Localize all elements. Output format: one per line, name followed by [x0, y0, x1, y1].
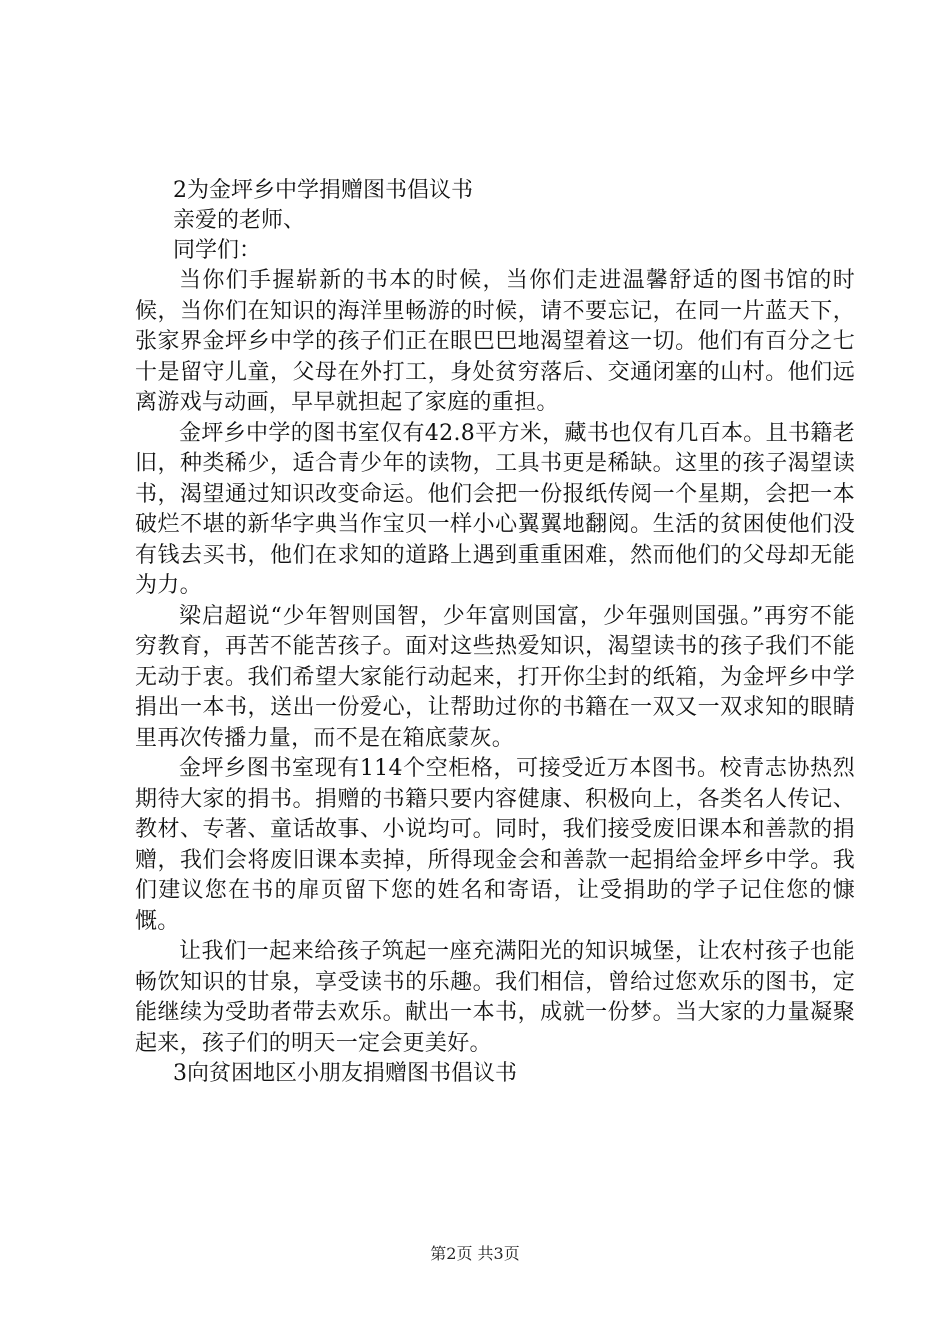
paragraph: 梁启超说“少年智则国智，少年富则国富，少年强则国强。”再穷不能穷教育，再苦不能苦孩子。面对这些热爱知识，渴望读书的孩子我们不能无动于衷。我们希望大家能行动起来，打开你尘封的纸箱，为金坪乡中学捐出一本书，送出一份爱心，让帮助过你的书籍在一双又一双求知的眼睛里再次传播力量，而不是在箱底蒙灰。 — [135, 603, 855, 751]
next-section-title: 3向贫困地区小朋友捐赠图书倡议书 — [173, 1061, 517, 1086]
salutation-students: 同学们： — [173, 238, 262, 263]
paragraph: 金坪乡图书室现有114个空柜格，可接受近万本图书。校青志协热烈期待大家的捐书。捐赠的书籍只要内容健康、积极向上，各类名人传记、教材、专著、童话故事、小说均可。同时，我们接受废旧课本和善款的捐赠，我们会将废旧课本卖掉，所得现金会和善款一起捐给金坪乡中学。我们建议您在书的扉页留下您的姓名和寄语，让受捐助的学子记住您的慷慨。 — [135, 756, 855, 934]
paragraph: 当你们手握崭新的书本的时候，当你们走进温馨舒适的图书馆的时候，当你们在知识的海洋里畅游的时候，请不要忘记，在同一片蓝天下，张家界金坪乡中学的孩子们正在眼巴巴地渴望着这一切。他们有百分之七十是留守儿童，父母在外打工，身处贫穷落后、交通闭塞的山村。他们远离游戏与动画，早早就担起了家庭的重担。 — [135, 268, 855, 415]
paragraph: 让我们一起来给孩子筑起一座充满阳光的知识城堡，让农村孩子也能畅饮知识的甘泉，享受读书的乐趣。我们相信，曾给过您欢乐的图书，定能继续为受助者带去欢乐。献出一本书，成就一份梦。当大家的力量凝聚起来，孩子们的明天一定会更美好。 — [135, 939, 855, 1056]
document-body — [135, 176, 855, 1089]
salutation-teachers: 亲爱的老师、 — [173, 208, 306, 233]
section-title: 2为金坪乡中学捐赠图书倡议书 — [173, 178, 473, 203]
page-number-footer: 第2页 共3页 — [430, 1244, 520, 1263]
paragraph: 金坪乡中学的图书室仅有42.8平方米，藏书也仅有几百本。且书籍老旧，种类稀少，适合青少年的读物，工具书更是稀缺。这里的孩子渴望读书，渴望通过知识改变命运。他们会把一份报纸传阅一个星期，会把一本破烂不堪的新华字典当作宝贝一样小心翼翼地翻阅。生活的贫困使他们没有钱去买书，他们在求知的道路上遇到重重困难，然而他们的父母却无能为力。 — [135, 420, 855, 598]
